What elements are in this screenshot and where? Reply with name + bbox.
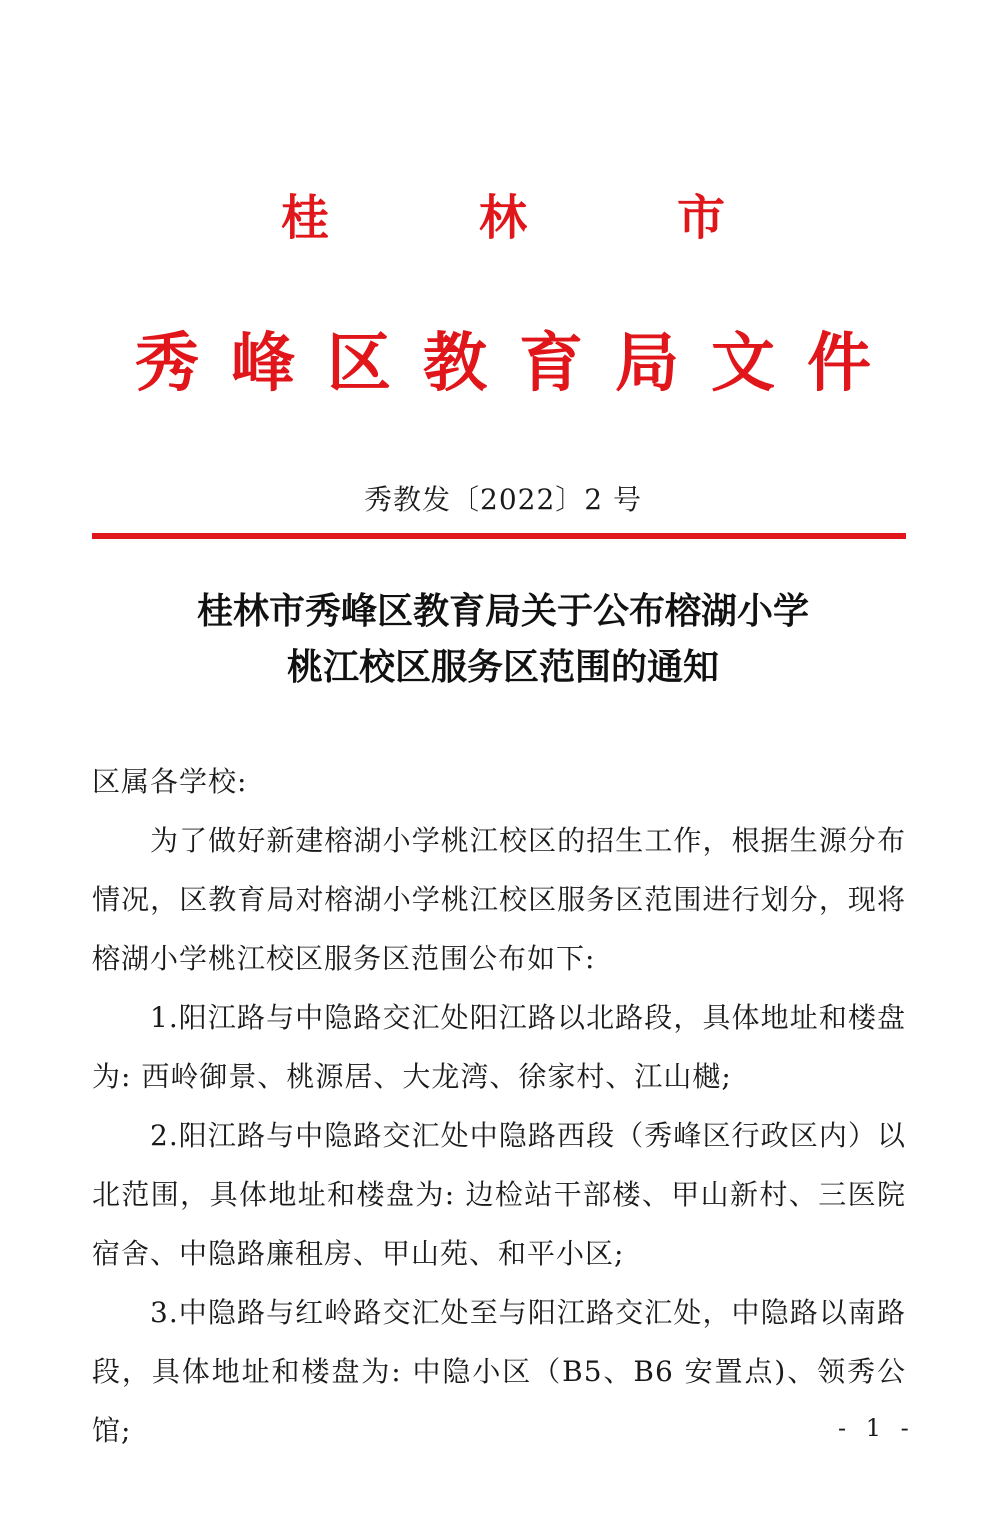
header-issuer: 秀峰区教育局文件 (135, 327, 903, 401)
salutation: 区属各学校: (92, 765, 248, 798)
header-city: 桂林市 (280, 190, 875, 246)
page-number: - 1 - (838, 1414, 915, 1442)
document-title (0, 584, 1006, 696)
red-divider-line (92, 533, 906, 539)
title-line-1: 桂林市秀峰区教育局关于公布榕湖小学 (196, 591, 809, 632)
intro-paragraph: 为了做好新建榕湖小学桃江校区的招生工作，根据生源分布情况，区教育局对榕湖小学桃江校区服务区范围进行划分，现将榕湖小学桃江校区服务区范围公布如下: (92, 824, 906, 975)
list-item: 3.中隐路与红岭路交汇处至与阳江路交汇处，中隐路以南路段，具体地址和楼盘为: 中隐小区（B5、B6 安置点)、领秀公馆; (92, 1296, 906, 1447)
title-line-2: 桃江校区服务区范围的通知 (286, 647, 719, 688)
document-number: 秀教发〔2022〕2 号 (364, 483, 642, 516)
list-item: 2.阳江路与中隐路交汇处中隐路西段（秀峰区行政区内）以北范围，具体地址和楼盘为: 边检站干部楼、甲山新村、三医院宿舍、中隐路廉租房、甲山苑、和平小区; (92, 1119, 906, 1270)
document-body (92, 752, 906, 1460)
list-item: 1.阳江路与中隐路交汇处阳江路以北路段，具体地址和楼盘为: 西岭御景、桃源居、大龙湾、徐家村、江山樾; (92, 1001, 906, 1093)
